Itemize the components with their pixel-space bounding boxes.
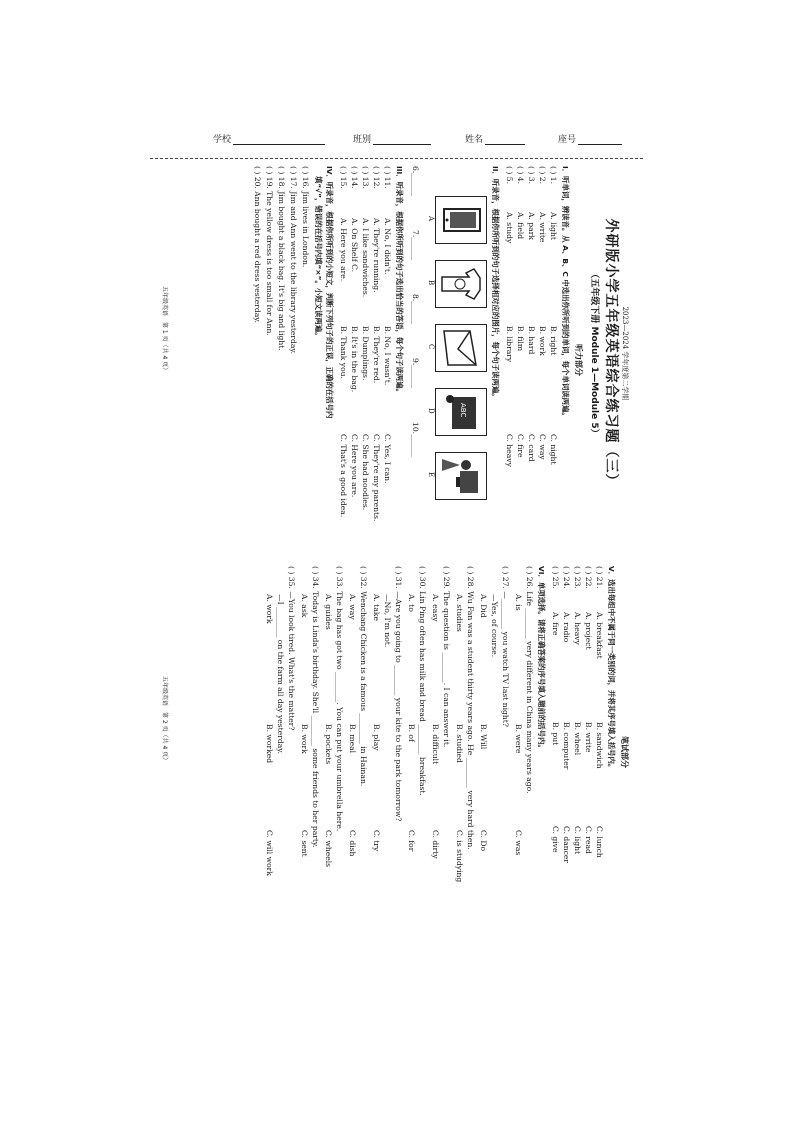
option-c: C. heavy xyxy=(505,434,514,467)
mc-options xyxy=(406,594,416,852)
option-a: A. radio xyxy=(562,612,571,643)
seat-field xyxy=(558,132,622,145)
seat-blank[interactable] xyxy=(578,134,622,145)
answer-blank[interactable]: 9.______ xyxy=(411,358,420,389)
option-b: B. No, I wasn't. xyxy=(383,326,392,386)
picture-choices xyxy=(427,196,487,496)
option-a: A. I like sandwiches. xyxy=(361,218,370,298)
mc-question[interactable]: ( ) 33. The bag has got two ________. You can put your umbrella here. xyxy=(335,566,344,832)
question-number[interactable]: ( ) 2. xyxy=(538,166,547,184)
exam-year: 2023—2024 学年度第二学期 xyxy=(621,306,629,401)
option-b: B. work xyxy=(300,724,309,754)
picture-label: C xyxy=(427,344,435,350)
answer-blank[interactable]: 10.______ xyxy=(411,422,420,457)
picture-tshirt xyxy=(435,260,487,308)
option-b: B. pockets xyxy=(324,724,333,765)
picture-label: E xyxy=(427,472,435,478)
exam-title: 外研版小学五年级英语综合练习题（三） xyxy=(603,218,619,489)
judgement-row[interactable]: ( ) 19. The yellow dress is too small for Ann. xyxy=(265,166,274,336)
question-row xyxy=(548,166,558,465)
exam-sheet xyxy=(152,166,635,938)
question-number[interactable]: ( ) 3. xyxy=(527,166,536,184)
option-c: C. is studying xyxy=(455,830,464,883)
option-b: B. worked xyxy=(265,724,274,764)
option-c: C. sent xyxy=(300,830,309,857)
question-row xyxy=(360,166,370,511)
tablet-icon xyxy=(436,197,486,243)
question-number[interactable]: ( ) 14. xyxy=(350,166,359,189)
question-number[interactable]: ( ) 4. xyxy=(516,166,525,184)
page-2 xyxy=(152,566,635,938)
option-a: A. work xyxy=(265,594,274,624)
question-number[interactable]: ( ) 21. xyxy=(595,566,604,589)
question-row xyxy=(583,566,593,854)
option-c: C. She had noodles. xyxy=(361,434,370,511)
option-b: B. hard xyxy=(527,326,536,355)
option-a: A. On Shelf C. xyxy=(350,218,359,273)
picture-teacher-board xyxy=(435,388,487,436)
picture-label: B xyxy=(427,280,435,286)
option-b: B. library xyxy=(505,326,514,363)
option-c: C. way xyxy=(538,434,547,460)
option-b: B. put xyxy=(551,722,560,746)
class-label: 班别 xyxy=(353,135,372,145)
mc-options xyxy=(430,594,440,859)
option-a: A. is xyxy=(514,594,523,611)
mc-question[interactable]: ( ) 31. —Are you going to ________ your kite to the park tomorrow? xyxy=(394,566,403,822)
option-a: A. heavy xyxy=(573,612,582,645)
option-b: B. Will xyxy=(479,724,488,750)
option-b: B. Thank you. xyxy=(339,326,348,379)
question-number[interactable]: ( ) 22. xyxy=(584,566,593,589)
option-a: A. guides xyxy=(324,594,333,630)
judgement-row[interactable]: ( ) 20. Ann bought a red dress yesterday. xyxy=(253,166,262,323)
option-c: C. Yes, I can. xyxy=(383,434,392,484)
option-a: A. Did xyxy=(479,594,488,618)
option-a: A. light xyxy=(549,212,558,240)
option-b: B. studied xyxy=(455,724,464,763)
name-blank[interactable] xyxy=(485,134,525,145)
mc-options xyxy=(299,594,309,857)
mc-question[interactable]: ( ) 28. Wu Fan was a student thirty years ago. He ________ very hard then. xyxy=(466,566,475,850)
option-b: B. meal xyxy=(348,724,357,754)
class-field xyxy=(353,132,431,145)
option-a: A. field xyxy=(516,212,525,240)
school-label: 学校 xyxy=(213,135,232,145)
question-number[interactable]: ( ) 5. xyxy=(505,166,514,184)
option-b: B. film xyxy=(516,326,525,352)
option-c: C. wheels xyxy=(324,830,333,868)
option-b: B. computer xyxy=(562,722,571,770)
option-a: A. fire xyxy=(551,612,560,636)
option-b: B. difficult xyxy=(431,724,440,765)
section2-instruction: II．听录音，根据你所听到的句子选择相对应的图片，每个句子读两遍。 xyxy=(491,166,500,401)
question-row xyxy=(349,166,359,498)
question-number[interactable]: ( ) 25. xyxy=(551,566,560,589)
answer-blank[interactable]: 7.______ xyxy=(411,230,420,261)
picture-label: A xyxy=(427,216,435,222)
question-row xyxy=(515,166,525,458)
seat-label: 座号 xyxy=(558,135,577,145)
listening-part-label: 听力部分 xyxy=(574,344,583,376)
cut-line xyxy=(150,158,643,159)
option-a: A. breakfast xyxy=(595,612,604,659)
mc-question[interactable]: ( ) 35. —You look tired. What's the matter? xyxy=(287,566,296,731)
question-row xyxy=(561,566,571,864)
student-info-fields xyxy=(213,132,633,148)
page-2-footer: 五年级英语 第 2 页（共 4 页） xyxy=(161,676,168,764)
envelope-icon xyxy=(436,325,486,371)
option-a: A. Here you are. xyxy=(339,218,348,282)
section6-instruction: VI．单项选择。请将正确答案的序号填入题前的括号内。 xyxy=(537,566,546,752)
option-a: A. take xyxy=(372,594,381,621)
question-number[interactable]: ( ) 12. xyxy=(372,166,381,189)
mc-options xyxy=(323,594,333,868)
judgement-row[interactable]: ( ) 18. Jim bought a black bag. It's big and light. xyxy=(277,166,286,351)
option-a: A. No, I didn't. xyxy=(383,218,392,275)
option-a: A. park xyxy=(527,212,536,240)
option-b: B. write xyxy=(584,722,593,753)
option-c: C. That's a good idea. xyxy=(339,434,348,518)
mc-options xyxy=(371,594,381,852)
question-row xyxy=(550,566,560,853)
option-c: C. try xyxy=(372,830,381,852)
section4-instruction-2: 填“√”，错误的在括号内填“×”。小短文读两遍。 xyxy=(314,176,323,340)
question-number[interactable]: ( ) 24. xyxy=(562,566,571,589)
mc-answer-line: —No, I'm not. xyxy=(383,594,392,648)
option-c: C. fire xyxy=(516,434,525,458)
option-b: B. play xyxy=(372,724,381,751)
page-1-footer: 五年级英语 第 1 页（共 4 页） xyxy=(161,286,168,374)
judgement-row[interactable]: ( ) 17. Jim and Ann went to the library yesterday. xyxy=(289,166,298,355)
question-row xyxy=(371,166,381,522)
name-label: 姓名 xyxy=(465,135,484,145)
mc-answer-line: —Yes, of course. xyxy=(490,594,499,658)
mc-options xyxy=(347,594,357,857)
computer-icon xyxy=(436,453,486,499)
option-b: B. right xyxy=(549,326,558,356)
mc-options xyxy=(478,594,488,852)
mc-options xyxy=(264,594,274,876)
option-a: A. write xyxy=(538,212,547,243)
judgement-row[interactable]: ( ) 16. Jim lives in London. xyxy=(301,166,310,268)
option-a: A. study xyxy=(505,212,514,244)
writing-part-label: 笔试部分 xyxy=(620,736,629,768)
option-a: A. project xyxy=(584,612,593,650)
mc-question[interactable]: ( ) 32. Wenchang Chicken is a famous ________ in Hainan. xyxy=(359,566,368,787)
option-b: B. were xyxy=(514,724,523,754)
school-field xyxy=(213,132,325,145)
section3-instruction: III．听录音，根据你所听到的句子选出恰当的答语，每个句子读两遍。 xyxy=(395,166,404,396)
option-c: C. Do xyxy=(479,830,488,852)
option-c: C. dish xyxy=(348,830,357,857)
name-field xyxy=(465,132,525,145)
option-c: C. for xyxy=(407,830,416,852)
page-1 xyxy=(152,166,635,541)
mc-question[interactable]: ( ) 34. Today is Linda's birthday. She'll ________ some friends to her party. xyxy=(311,566,320,848)
class-blank[interactable] xyxy=(373,134,431,145)
option-c: C. night xyxy=(549,434,558,465)
option-b: B. It's in the bag. xyxy=(350,326,359,393)
picture-tablet xyxy=(435,196,487,244)
mc-answer-line: —I ________ on the farm all day yesterday. xyxy=(276,594,285,754)
section1-instruction: I．听单词，辨读音。从 A、B、C 中选出你所听到的单词，每个单词读两遍。 xyxy=(561,166,570,420)
option-a: A. ask xyxy=(300,594,309,618)
option-c: C. read xyxy=(584,826,593,854)
school-blank[interactable] xyxy=(233,134,325,145)
blackboard-icon xyxy=(436,389,486,435)
question-number[interactable]: ( ) 1. xyxy=(549,166,558,184)
picture-envelope xyxy=(435,324,487,372)
mc-question[interactable]: ( ) 30. Lin Ping often has milk and bread ________ breakfast. xyxy=(418,566,427,796)
option-b: B. of xyxy=(407,724,416,742)
option-b: B. work xyxy=(538,326,547,356)
question-row xyxy=(382,166,392,484)
mc-question[interactable]: ( ) 26. Life ________ very different in China many years ago. xyxy=(525,566,534,794)
question-row xyxy=(537,166,547,460)
option-c: C. give xyxy=(551,826,560,853)
rotated-exam-area xyxy=(152,166,635,938)
svg-text:ABC: ABC xyxy=(459,403,467,418)
option-c: C. They're my parents. xyxy=(372,434,381,522)
option-c: C. Here you are. xyxy=(350,434,359,498)
option-b: B. sandwich xyxy=(595,722,604,769)
tshirt-icon xyxy=(436,261,486,307)
section4-instruction-1: IV．听录音，根据你所听到的小短文，判断下列句子的正误，正确的在括号内 xyxy=(325,166,334,419)
option-a: A. way xyxy=(348,594,357,620)
option-c: C. was xyxy=(514,830,523,856)
option-c: C. will work xyxy=(265,830,274,876)
option-c: C. lunch xyxy=(595,826,604,858)
question-number[interactable]: ( ) 11. xyxy=(383,166,392,189)
option-b: B. Dumplings. xyxy=(361,326,370,381)
question-row xyxy=(504,166,514,467)
option-c: C. card xyxy=(527,434,536,462)
question-row xyxy=(338,166,348,518)
option-c: C. dancer xyxy=(562,826,571,864)
section5-instruction: V．选出每组中不属于同一类别的词，并将其序号填入括号内。 xyxy=(607,566,616,772)
exam-subtitle: （五年级下册 Module 1—Module 5） xyxy=(589,269,599,438)
question-row xyxy=(594,566,604,858)
option-b: B. wheel xyxy=(573,722,582,756)
option-a: A. to xyxy=(407,594,416,612)
mc-options xyxy=(513,594,523,856)
option-a: A. easy xyxy=(431,594,440,622)
mc-options xyxy=(454,594,464,883)
option-a: A. They're running. xyxy=(372,218,381,293)
option-a: A. studies xyxy=(455,594,464,632)
question-number[interactable]: ( ) 13. xyxy=(361,166,370,189)
question-row xyxy=(526,166,536,462)
option-c: C. light xyxy=(573,826,582,855)
question-number[interactable]: ( ) 15. xyxy=(339,166,348,189)
answer-blank[interactable]: 8.______ xyxy=(411,294,420,325)
picture-label: D xyxy=(427,408,435,414)
question-number[interactable]: ( ) 23. xyxy=(573,566,582,589)
picture-computer xyxy=(435,452,487,500)
mc-question[interactable]: ( ) 29. The question is ________. I can answer it. xyxy=(442,566,451,748)
answer-blank[interactable]: 6.______ xyxy=(411,166,420,197)
option-b: B. They're red. xyxy=(372,326,381,384)
mc-question[interactable]: ( ) 27. —________ you watch TV last night? xyxy=(501,566,510,727)
option-c: C. dirty xyxy=(431,830,440,859)
question-row xyxy=(572,566,582,855)
